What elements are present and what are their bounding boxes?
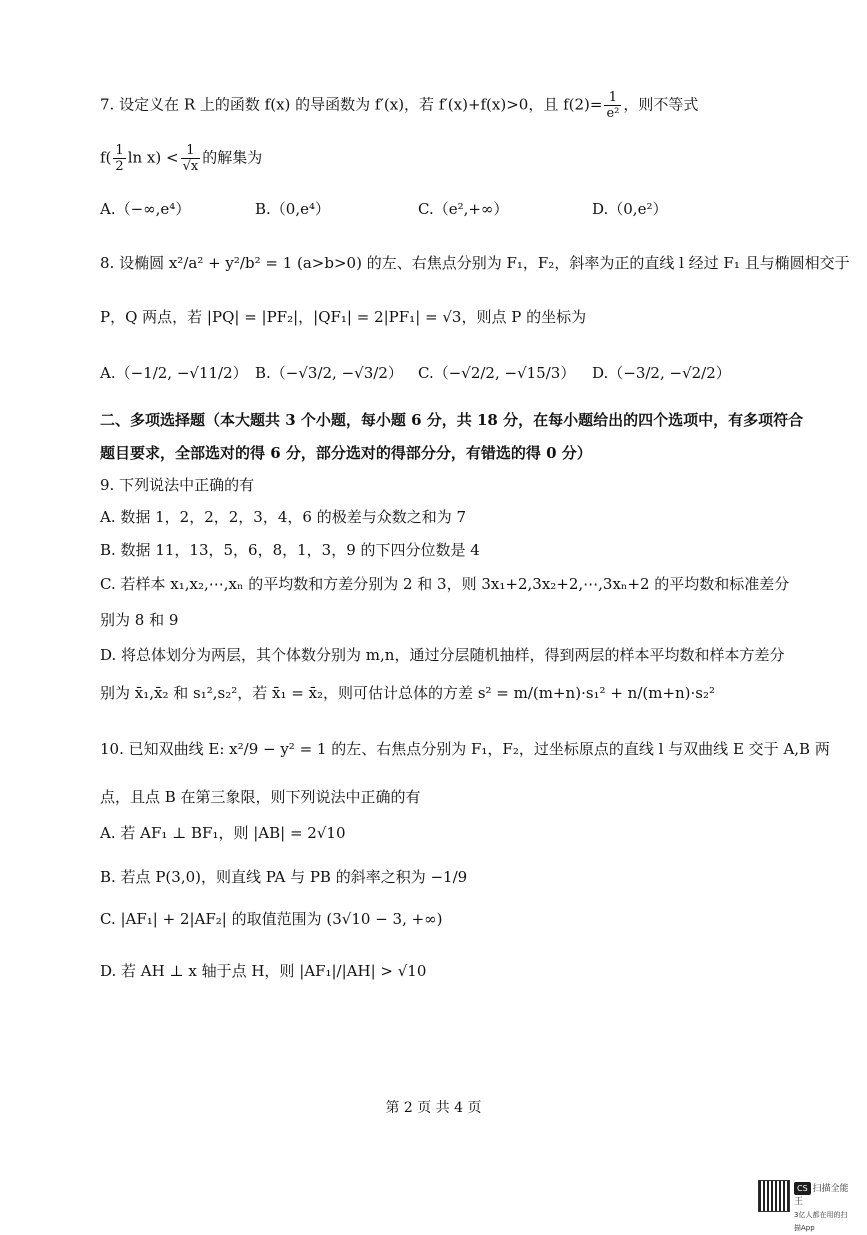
q7-option-d: D.（0,e²） — [592, 200, 668, 218]
q8-option-d: D.（−3/2, −√2/2） — [592, 364, 731, 382]
page-footer: 第 2 页 共 4 页 — [385, 1100, 482, 1116]
q7-line1 — [100, 90, 797, 121]
q8-line1: 8. 设椭圆 x²/a² + y²/b² = 1 (a>b>0) 的左、右焦点分别为 F₁，F₂，斜率为正的直线 l 经过 F₁ 且与椭圆相交于 — [100, 254, 850, 272]
q8-option-b: B.（−√3/2, −√3/2） — [255, 364, 403, 382]
qr-code-icon — [758, 1180, 790, 1212]
q7-line1-end: ，则不等式 — [623, 95, 699, 114]
q9-option-a: A. 数据 1，2，2，2，3，4，6 的极差与众数之和为 7 — [100, 508, 467, 526]
section2-heading-line1: 二、多项选择题（本大题共 3 个小题，每小题 6 分，共 18 分，在每小题给出的四个选项中，有多项符合 — [100, 411, 804, 429]
q9-option-c-line2: 别为 8 和 9 — [100, 611, 179, 629]
q7-line1-text: 7. 设定义在 R 上的函数 f(x) 的导函数为 f′(x)，若 f′(x)+f(x)>0，且 f(2)= — [100, 95, 603, 114]
scanner-title: 扫描全能王 — [794, 1184, 849, 1207]
q7-options — [100, 198, 800, 222]
q9-option-d-line1: D. 将总体划分为两层，其个体数分别为 m,n，通过分层随机抽样，得到两层的样本平均数和样本方差分 — [100, 646, 785, 664]
cs-badge: CS — [794, 1182, 811, 1195]
q7-option-a: A.（−∞,e⁴） — [100, 200, 191, 218]
q9-option-b: B. 数据 11，13，5，6，8，1，3，9 的下四分位数是 4 — [100, 541, 480, 559]
q8-option-c: C.（−√2/2, −√15/3） — [418, 364, 576, 382]
section2-heading-line2: 题目要求，全部选对的得 6 分，部分选对的得部分分，有错选的得 0 分） — [100, 444, 592, 462]
scanner-watermark-text — [794, 1182, 853, 1235]
scanner-subtitle: 3亿人都在用的扫描App — [794, 1211, 848, 1232]
q7-fraction: $\frac{1}{\text{e²}}$ — [606, 90, 620, 121]
q9-option-d-line2: 别为 x̄₁,x̄₂ 和 s₁²,s₂²，若 x̄₁ = x̄₂，则可估计总体的方差 s² = m/(m+n)·s₁² + n/(m+n)·s₂² — [100, 684, 716, 702]
q8-line2: P，Q 两点，若 |PQ| = |PF₂|，|QF₁| = 2|PF₁| = √3，则点 P 的坐标为 — [100, 308, 587, 326]
q9-stem: 9. 下列说法中正确的有 — [100, 476, 255, 494]
q9-option-c-line1: C. 若样本 x₁,x₂,⋯,xₙ 的平均数和方差分别为 2 和 3，则 3x₁+2,3x₂+2,⋯,3xₙ+2 的平均数和标准差分 — [100, 575, 790, 593]
q7-option-b: B.（0,e⁴） — [255, 200, 330, 218]
q7-option-c: C.（e²,+∞） — [418, 200, 509, 218]
q10-option-d: D. 若 AH ⊥ x 轴于点 H，则 |AF₁|/|AH| > √10 — [100, 962, 427, 980]
scanner-watermark — [758, 1180, 853, 1232]
q10-option-c: C. |AF₁| + 2|AF₂| 的取值范围为 (3√10 − 3, +∞) — [100, 910, 443, 928]
q10-option-a: A. 若 AF₁ ⊥ BF₁，则 |AB| = 2√10 — [100, 824, 346, 842]
q10-line1: 10. 已知双曲线 E: x²/9 − y² = 1 的左、右焦点分别为 F₁，F₂，过坐标原点的直线 l 与双曲线 E 交于 A,B 两 — [100, 740, 830, 758]
q10-option-b: B. 若点 P(3,0)，则直线 PA 与 PB 的斜率之积为 −1/9 — [100, 868, 468, 886]
q10-line2: 点，且点 B 在第三象限，则下列说法中正确的有 — [100, 788, 421, 806]
q7-line2: f( $\frac{1}{2}$ ln x) < $\frac{1}{√x}$ 的解集为 — [100, 143, 263, 174]
q8-option-a: A.（−1/2, −√11/2） — [100, 364, 248, 382]
q8-options — [100, 362, 800, 386]
